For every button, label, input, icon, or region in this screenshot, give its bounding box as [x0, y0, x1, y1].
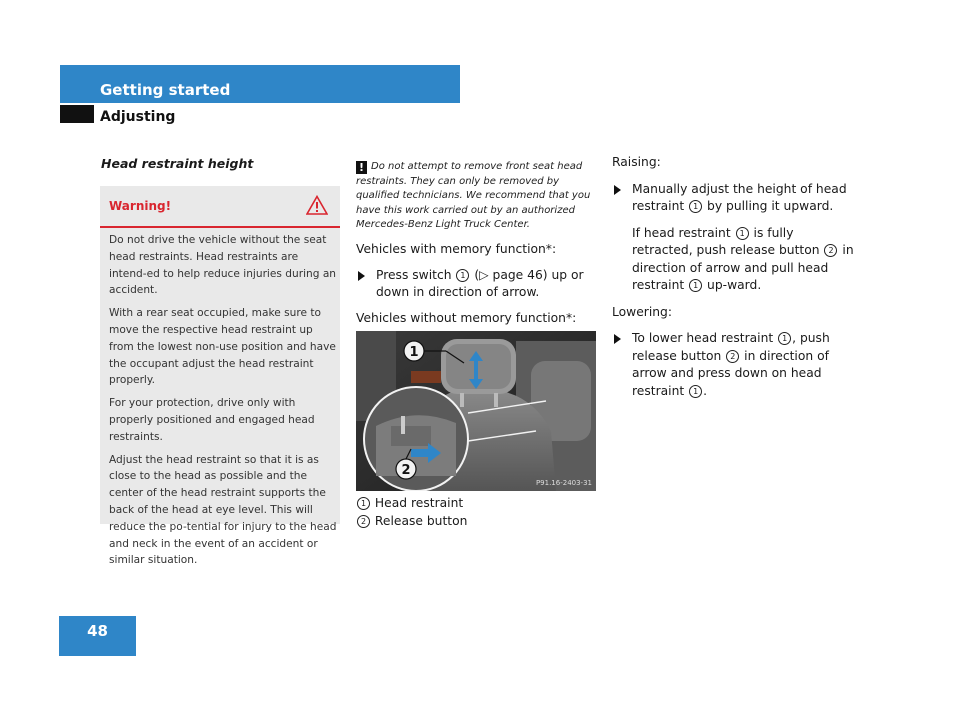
- subsection-title: Adjusting: [100, 109, 176, 125]
- callout-1-icon: 1: [357, 497, 370, 510]
- memory-instruction: [356, 267, 596, 302]
- callout-2-text: 2: [401, 463, 411, 478]
- lowering-instruction: To lower head restraint 1 , push release button 2 in direction of arrow and press down on head restraint 1 .: [612, 330, 857, 400]
- warning-header: [100, 186, 340, 228]
- note-text: Do not attempt to remove front seat head restraints. They can only be removed by qualified technicians. We recommend that you have this work carried out by an authorized Mercedes-Benz Light Truck Center.: [356, 161, 591, 230]
- instruction-text: To lower head restraint: [632, 331, 774, 345]
- callout-1-icon: 1: [778, 332, 791, 345]
- callout-1-icon: 1: [689, 279, 702, 292]
- section-title: Getting started: [100, 81, 231, 99]
- page-heading: Head restraint height: [101, 156, 254, 171]
- callout-1-text: 1: [409, 345, 419, 360]
- photo-code: P91.16-2403-31: [535, 479, 592, 487]
- instruction-text: , push release button: [632, 331, 830, 363]
- warning-paragraph: With a rear seat occupied, make sure to move the respective head restraint up from the lowest non-use position and have the occupant adjust the head restraint properly.: [109, 307, 336, 387]
- exclamation-icon: !: [356, 161, 367, 174]
- callout-2-icon: 2: [357, 515, 370, 528]
- warning-box: [100, 186, 340, 567]
- retracted-instruction: [612, 225, 857, 295]
- header-marker: [60, 105, 94, 123]
- callout-1-icon: 1: [736, 227, 749, 240]
- bullet-arrow-icon: [614, 185, 621, 195]
- warning-paragraph: Do not drive the vehicle without the seat head restraints. Head restraints are intend-ed to help reduce injuries during an accident.: [109, 234, 337, 297]
- callout-1-icon: 1: [689, 200, 702, 213]
- warning-body: [109, 232, 337, 575]
- raising-heading: Raising:: [612, 155, 661, 169]
- instruction-text: in direction of arrow and pull head restraint: [632, 243, 854, 292]
- memory-heading: Vehicles with memory function*:: [356, 242, 557, 256]
- legend-item: [356, 513, 596, 531]
- warning-title: Warning!: [109, 199, 172, 213]
- legend-label: Release button: [374, 513, 468, 528]
- instruction-text: is fully retracted, push release button: [632, 225, 820, 257]
- callout-1-icon: 1: [689, 385, 702, 398]
- bullet-arrow-icon: [358, 271, 365, 281]
- instruction-text: If head restraint: [632, 225, 731, 240]
- warning-paragraph: For your protection, drive only with properly positioned and engaged head restraints.: [109, 397, 315, 443]
- instruction-text: (▷ page 46) up or down in direction of arrow.: [376, 267, 584, 299]
- callout-1-icon: 1: [456, 269, 469, 282]
- instruction-text: Manually adjust the height of head restraint: [632, 181, 847, 213]
- lowering-heading: Lowering:: [612, 304, 672, 319]
- photo-legend: [356, 495, 596, 530]
- middle-column: [356, 241, 596, 327]
- instruction-text: in direction of arrow and press down on head restraint: [632, 348, 829, 398]
- instruction-text: by pulling it upward.: [707, 199, 834, 213]
- warning-triangle-icon: [306, 195, 328, 215]
- callout-2-icon: 2: [726, 350, 739, 363]
- right-column: [612, 154, 857, 400]
- no-memory-heading: Vehicles without memory function*:: [356, 310, 577, 325]
- bullet-arrow-icon: [614, 334, 621, 344]
- instruction-text: Press switch: [376, 267, 452, 282]
- instruction-text: up-ward.: [707, 278, 762, 292]
- callout-2-icon: 2: [824, 244, 837, 257]
- warning-paragraph: Adjust the head restraint so that it is as close to the head as possible and the center of the head restraint supports the back of the head at eye level. This will reduce the po-tential for injury to the head and neck in the event of an accident or similar situation.: [109, 453, 337, 567]
- head-restraint-photo: [356, 331, 596, 491]
- page-number: 48: [87, 622, 108, 640]
- raising-instruction: [612, 181, 857, 216]
- seat-illustration: [356, 331, 596, 491]
- legend-label: Head restraint: [374, 496, 464, 510]
- legend-item: [356, 495, 596, 513]
- caution-note: [356, 160, 598, 233]
